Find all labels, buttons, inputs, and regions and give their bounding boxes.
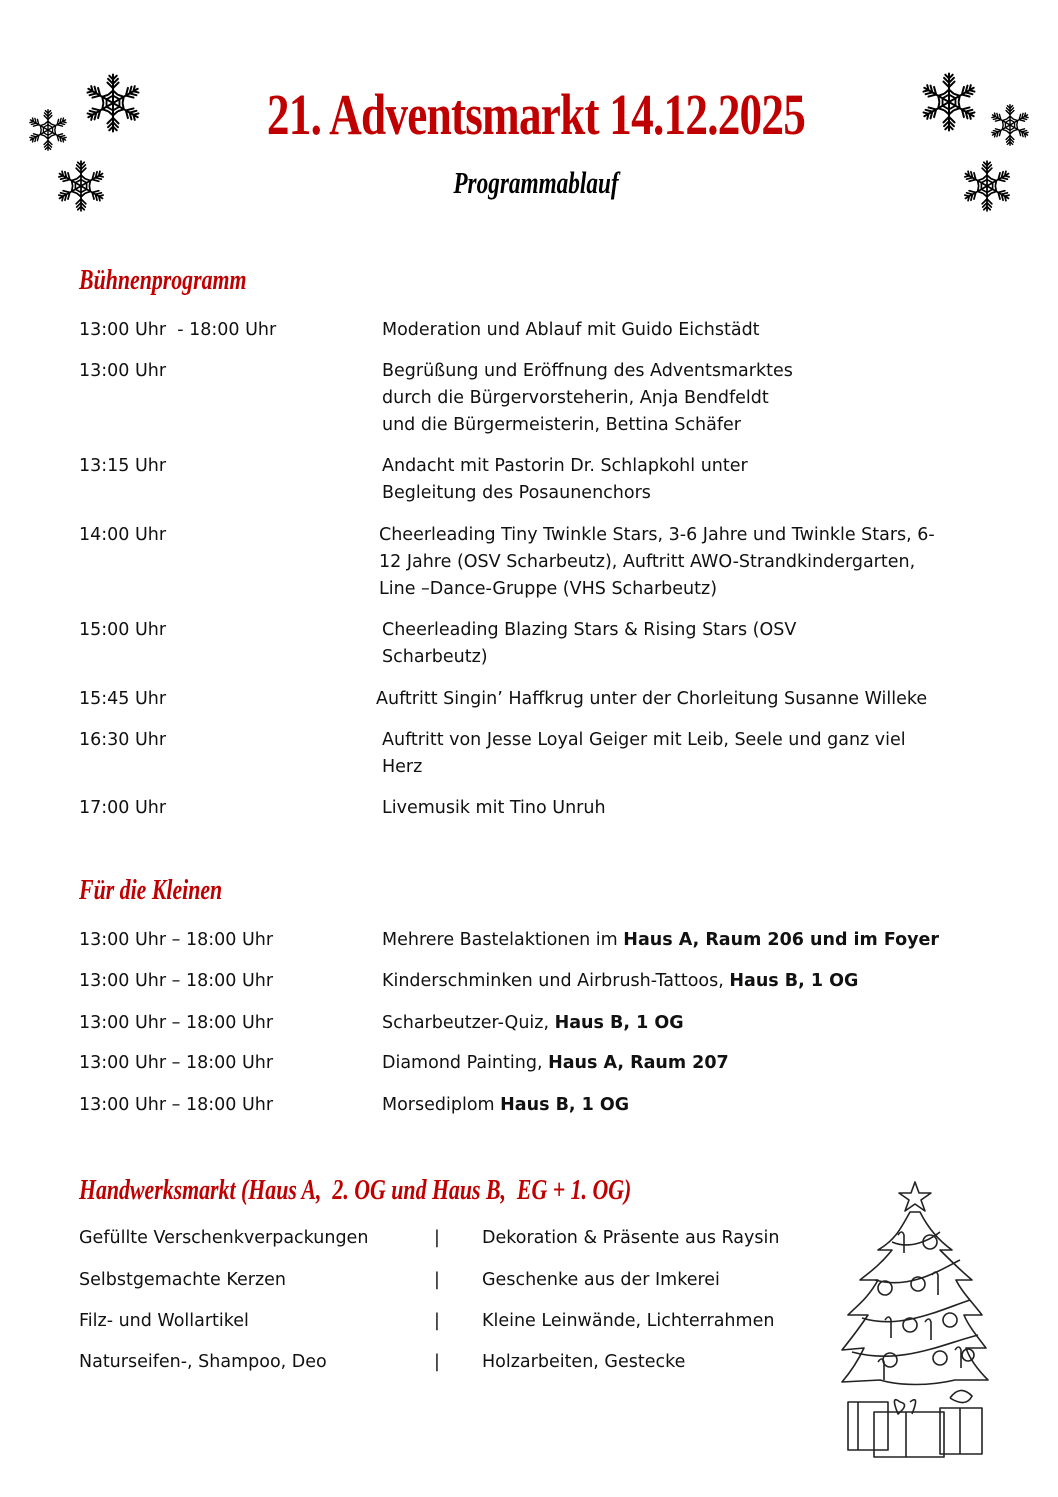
schedule-description: Begrüßung und Eröffnung des Adventsmarktes durch die Bürgervorsteherin, Anja Bendfeldt und die Bürgermeisterin, Bettina Schäfer bbox=[382, 361, 793, 435]
schedule-time: 13:00 Uhr bbox=[79, 361, 167, 381]
schedule-time: 17:00 Uhr bbox=[79, 798, 167, 818]
kids-location: Haus B, 1 OG bbox=[554, 1013, 684, 1033]
craft-separator: | bbox=[434, 1352, 440, 1372]
craft-item-left: Selbstgemachte Kerzen bbox=[79, 1270, 286, 1290]
kids-activity: Mehrere Bastelaktionen im bbox=[382, 930, 624, 950]
kids-time: 13:00 Uhr – 18:00 Uhr bbox=[79, 1013, 274, 1033]
schedule-description: Auftritt von Jesse Loyal Geiger mit Leib, Seele und ganz viel Herz bbox=[382, 730, 906, 777]
snowflake-icon bbox=[54, 157, 108, 215]
schedule-description: Cheerleading Tiny Twinkle Stars, 3-6 Jahre und Twinkle Stars, 6- 12 Jahre (OSV Scharbeutz), Auftritt AWO-Strandkindergarten, Line –Dance-Gruppe (VHS Scharbeutz) bbox=[379, 525, 935, 599]
craft-separator: | bbox=[434, 1228, 440, 1248]
craft-item-right: Dekoration & Präsente aus Raysin bbox=[482, 1228, 780, 1248]
page-subtitle: Programmablauf bbox=[453, 165, 619, 200]
snowflake-icon bbox=[960, 156, 1014, 216]
kids-time: 13:00 Uhr – 18:00 Uhr bbox=[79, 1095, 274, 1115]
craft-item-left: Gefüllte Verschenkverpackungen bbox=[79, 1228, 369, 1248]
section-heading-kleinen: Für die Kleinen bbox=[79, 875, 223, 906]
kids-description bbox=[382, 1010, 1002, 1037]
schedule-time: 16:30 Uhr bbox=[79, 730, 167, 750]
gift-box bbox=[848, 1402, 888, 1450]
kids-time: 13:00 Uhr – 18:00 Uhr bbox=[79, 930, 274, 950]
kids-description bbox=[382, 1050, 1002, 1077]
christmas-tree-illustration bbox=[840, 1180, 990, 1460]
craft-item-right: Geschenke aus der Imkerei bbox=[482, 1270, 720, 1290]
craft-separator: | bbox=[434, 1270, 440, 1290]
schedule-time: 13:15 Uhr bbox=[79, 456, 167, 476]
kids-description bbox=[382, 927, 1002, 954]
craft-item-right: Holzarbeiten, Gestecke bbox=[482, 1352, 686, 1372]
schedule-time: 14:00 Uhr bbox=[79, 525, 167, 545]
schedule-description: Auftritt Singin’ Haffkrug unter der Chorleitung Susanne Willeke bbox=[376, 689, 928, 709]
section-heading-buehnenprogramm: Bühnenprogramm bbox=[79, 265, 247, 296]
kids-activity: Scharbeutzer-Quiz, bbox=[382, 1013, 555, 1033]
craft-item-left: Filz- und Wollartikel bbox=[79, 1311, 249, 1331]
gift-box bbox=[940, 1408, 982, 1454]
kids-time: 13:00 Uhr – 18:00 Uhr bbox=[79, 1053, 274, 1073]
craft-item-left: Naturseifen-, Shampoo, Deo bbox=[79, 1352, 327, 1372]
kids-description bbox=[382, 968, 1002, 995]
schedule-description: Cheerleading Blazing Stars & Rising Stars (OSV Scharbeutz) bbox=[382, 620, 797, 667]
kids-activity: Kinderschminken und Airbrush-Tattoos, bbox=[382, 971, 730, 991]
schedule-time: 15:45 Uhr bbox=[79, 689, 167, 709]
snowflake-icon bbox=[988, 100, 1032, 150]
star-icon bbox=[899, 1182, 931, 1211]
schedule-time: 15:00 Uhr bbox=[79, 620, 167, 640]
kids-location: Haus A, Raum 207 bbox=[548, 1053, 729, 1073]
craft-separator: | bbox=[434, 1311, 440, 1331]
kids-activity: Diamond Painting, bbox=[382, 1053, 549, 1073]
schedule-description: Moderation und Ablauf mit Guido Eichstädt bbox=[382, 320, 760, 340]
craft-item-right: Kleine Leinwände, Lichterrahmen bbox=[482, 1311, 775, 1331]
schedule-description: Andacht mit Pastorin Dr. Schlapkohl unter Begleitung des Posaunenchors bbox=[382, 456, 748, 503]
kids-activity: Morsediplom bbox=[382, 1095, 501, 1115]
kids-location: Haus B, 1 OG bbox=[500, 1095, 630, 1115]
kids-description bbox=[382, 1092, 1002, 1119]
section-heading-handwerksmarkt: Handwerksmarkt (Haus A, 2. OG und Haus B, EG + 1. OG) bbox=[79, 1175, 632, 1206]
kids-location: Haus A, Raum 206 und im Foyer bbox=[623, 930, 940, 950]
snowflake-icon bbox=[26, 105, 70, 155]
kids-location: Haus B, 1 OG bbox=[729, 971, 859, 991]
schedule-time: 13:00 Uhr - 18:00 Uhr bbox=[79, 320, 277, 340]
kids-time: 13:00 Uhr – 18:00 Uhr bbox=[79, 971, 274, 991]
page-title: 21. Adventsmarkt 14.12.2025 bbox=[266, 82, 806, 147]
schedule-description: Livemusik mit Tino Unruh bbox=[382, 798, 606, 818]
